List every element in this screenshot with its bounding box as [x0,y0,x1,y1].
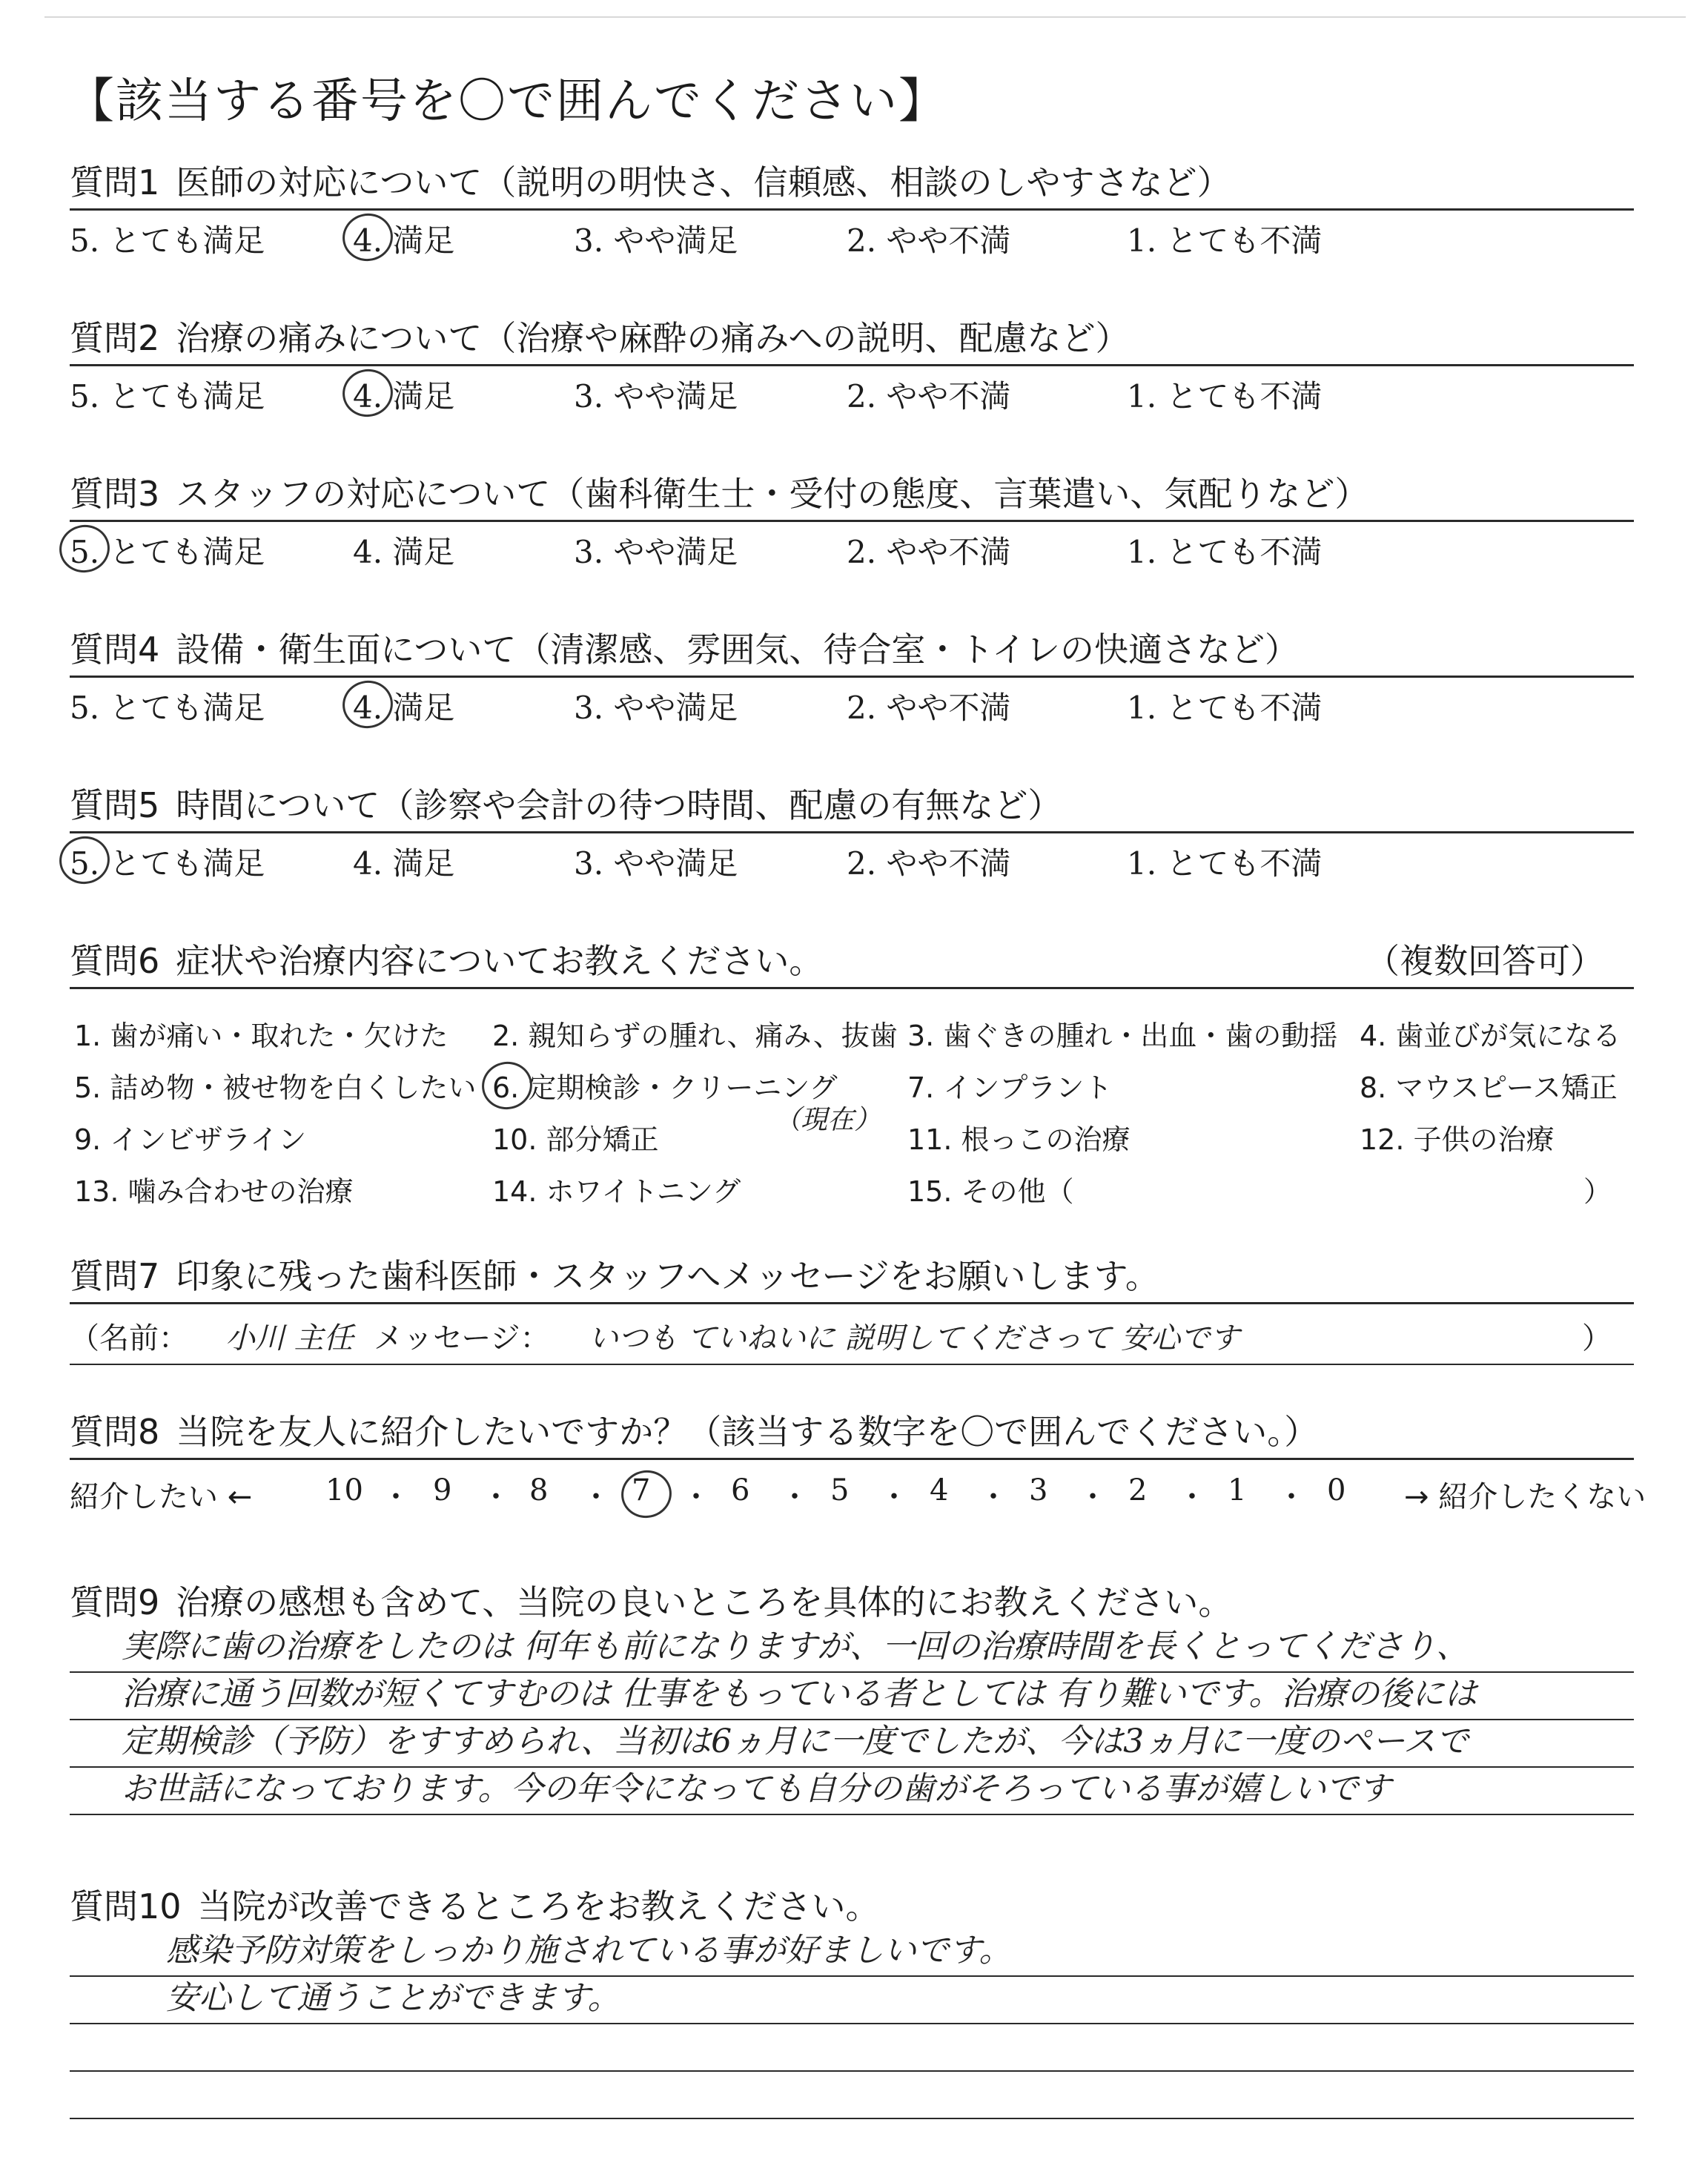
answer-options [70,522,1634,574]
option-5-selected[interactable]: 5. とても満足 [70,839,265,884]
question-4-title [70,627,1634,673]
scale-value-5[interactable]: 5 [830,1473,850,1507]
answer-text: お世話になっております。今の年令になっても自分の歯がそろっている事が嬉しいです [122,1770,1391,1808]
option-1[interactable]: 1. とても不満 [1127,845,1323,882]
answer-text: 感染予防対策をしっかり施されている事が好ましいです。 [166,1932,1012,1969]
symptom-option-15-other[interactable]: 15. その他（ [907,1175,1074,1208]
symptom-option-5[interactable]: 5. 詰め物・被せ物を白くしたい [74,1071,477,1104]
answer-options [70,366,1634,418]
option-5[interactable]: 5. とても満足 [70,690,265,726]
question-text: 症状や治療内容についてお教えください。 [176,941,824,981]
option-3[interactable]: 3. やや満足 [574,378,738,415]
option-3[interactable]: 3. やや満足 [574,222,738,259]
question-text: 印象に残った歯科医師・スタッフへメッセージをお願いします。 [176,1256,1159,1296]
question-3 [70,471,1634,574]
symptom-options-grid [70,997,1634,1212]
question-text: スタッフの対応について（歯科衛生士・受付の態度、言葉遣い、気配りなど） [176,474,1369,514]
answer-options [70,211,1634,262]
question-7-title [70,1253,1634,1299]
question-6 [70,938,1634,1212]
question-6-title [70,938,1634,984]
divider [70,987,1634,989]
answer-lines [70,1929,1634,2119]
message-close-paren: ） [1582,1321,1612,1355]
answer-line[interactable] [70,1673,1634,1720]
answer-options [70,678,1634,730]
question-2-title [70,315,1634,361]
symptom-option-11[interactable]: 11. 根っこの治療 [907,1123,1131,1156]
option-1[interactable]: 1. とても不満 [1127,534,1323,570]
option-3[interactable]: 3. やや満足 [574,690,738,726]
scale-value-7-selected[interactable]: 7 [632,1473,651,1507]
option-2[interactable]: 2. やや不満 [847,222,1011,259]
question-number: 質問10 [70,1886,182,1926]
scale-value-3[interactable]: 3 [1029,1473,1048,1507]
question-number: 質問2 [70,318,160,358]
option-1[interactable]: 1. とても不満 [1127,222,1323,259]
answer-line[interactable] [70,1625,1634,1673]
question-text: 医師の対応について（説明の明快さ、信頼感、相談のしやすさなど） [176,162,1231,202]
question-10 [70,1883,1634,2119]
name-label: （名前： [70,1321,188,1355]
multiple-answers-note: （複数回答可） [1366,941,1604,981]
question-number: 質問7 [70,1256,160,1296]
other-close-paren: ） [1583,1175,1612,1208]
message-value[interactable]: いつも ていねいに 説明してくださって 安心です [589,1321,1240,1355]
question-number: 質問4 [70,630,160,670]
question-1-title [70,159,1634,205]
instruction-header: 【該当する番号を〇で囲んでください】 [67,74,947,129]
top-border [44,16,1686,18]
answer-line[interactable] [70,1720,1634,1768]
option-3[interactable]: 3. やや満足 [574,534,738,570]
name-value[interactable]: 小川 主任 [225,1321,354,1355]
symptom-option-6-selected[interactable]: 6. 定期検診・クリーニング [492,1065,838,1106]
question-text: 治療の感想も含めて、当院の良いところを具体的にお教えください。 [176,1582,1233,1622]
question-4 [70,627,1634,730]
symptom-option-3[interactable]: 3. 歯ぐきの腫れ・出血・歯の動揺 [907,1020,1338,1052]
question-8 [70,1409,1646,1519]
question-number: 質問6 [70,941,160,981]
option-5[interactable]: 5. とても満足 [70,222,265,259]
option-1[interactable]: 1. とても不満 [1127,378,1323,415]
symptom-option-9[interactable]: 9. インビザライン [74,1123,307,1156]
question-7 [70,1253,1634,1365]
scale-value-1[interactable]: 1 [1228,1473,1247,1507]
option-4-selected[interactable]: 4. 満足 [353,684,454,728]
question-number: 質問3 [70,474,160,514]
answer-options [70,833,1634,885]
scale-value-9[interactable]: 9 [433,1473,452,1507]
symptom-option-14[interactable]: 14. ホワイトニング [492,1175,741,1208]
question-1 [70,159,1634,262]
option-2[interactable]: 2. やや不満 [847,378,1011,415]
question-number: 質問5 [70,785,160,825]
option-1[interactable]: 1. とても不満 [1127,690,1323,726]
answer-line[interactable] [70,1929,1634,1977]
scale-value-0[interactable]: 0 [1327,1473,1346,1507]
option-2[interactable]: 2. やや不満 [847,845,1011,882]
message-label: メッセージ： [374,1321,550,1355]
question-number: 質問9 [70,1582,160,1622]
handwritten-note-current: （現在） [774,1105,881,1135]
symptom-option-1[interactable]: 1. 歯が痛い・取れた・欠けた [74,1020,448,1052]
question-9 [70,1579,1634,1815]
symptom-option-12[interactable]: 12. 子供の治療 [1360,1123,1555,1156]
answer-line[interactable] [70,1977,1634,2024]
message-line [70,1304,1634,1361]
question-3-title [70,471,1634,517]
question-9-title [70,1579,1634,1625]
scale-right-label: → 紹介したくない [1404,1480,1646,1514]
answer-text: 定期検診（予防）をすすめられ、当初は6ヵ月に一度でしたが、今は3ヵ月に一度のペースで [122,1723,1469,1760]
recommend-scale: 紹介したい ← 10 ・ 9 ・ 8 ・ 7 ・ 6 ・ 5 ・ 4 ・ 3 ・ 2 ・ 1 ・ 0 → 紹介したくない [70,1473,1646,1514]
option-4-selected[interactable]: 4. 満足 [353,217,454,261]
option-4-selected[interactable]: 4. 満足 [353,372,454,417]
answer-line[interactable] [70,1768,1634,1815]
scale-value-6[interactable]: 6 [731,1473,750,1507]
answer-lines [70,1625,1634,1815]
question-8-title [70,1409,1634,1455]
option-5-selected[interactable]: 5. とても満足 [70,528,265,572]
question-text: 治療の痛みについて（治療や麻酔の痛みへの説明、配慮など） [176,318,1130,358]
symptom-option-10[interactable]: 10. 部分矯正 [492,1123,659,1156]
scale-value-4[interactable]: 4 [930,1473,949,1507]
answer-line[interactable] [70,2072,1634,2119]
question-text: 当院が改善できるところをお教えください。 [197,1886,880,1926]
option-2[interactable]: 2. やや不満 [847,690,1011,726]
symptom-option-8[interactable]: 8. マウスピース矯正 [1360,1071,1618,1104]
question-5 [70,782,1634,885]
option-4[interactable]: 4. 満足 [353,534,455,570]
question-10-title [70,1883,1634,1929]
scale-left-label: 紹介したい ← [70,1480,253,1514]
option-4[interactable]: 4. 満足 [353,845,455,882]
question-text: 設備・衛生面について（清潔感、雰囲気、待合室・トイレの快適さなど） [176,630,1300,670]
answer-text: 実際に歯の治療をしたのは 何年も前になりますが、一回の治療時間を長くとってくださり、 [122,1628,1469,1665]
symptom-option-13[interactable]: 13. 噛み合わせの治療 [74,1175,354,1208]
question-text: 時間について（診察や会計の待つ時間、配慮の有無など） [176,785,1062,825]
symptom-option-7[interactable]: 7. インプラント [907,1071,1113,1104]
divider [70,1364,1634,1365]
question-number: 質問8 [70,1412,160,1452]
symptom-option-4[interactable]: 4. 歯並びが気になる [1360,1020,1621,1052]
question-2 [70,315,1634,418]
option-2[interactable]: 2. やや不満 [847,534,1011,570]
symptom-option-2[interactable]: 2. 親知らずの腫れ、痛み、抜歯 [492,1020,898,1052]
question-text: 当院を友人に紹介したいですか？（該当する数字を〇で囲んでください。） [176,1412,1319,1452]
scale-value-10[interactable]: 10 [325,1473,363,1507]
question-5-title [70,782,1634,828]
answer-line[interactable] [70,2024,1634,2072]
option-3[interactable]: 3. やや満足 [574,845,738,882]
answer-text: 安心して通うことができます。 [166,1979,620,2017]
scale-value-2[interactable]: 2 [1128,1473,1148,1507]
answer-text: 治療に通う回数が短くてすむのは 仕事をもっている者としては 有り難いです。治療の後には [122,1675,1477,1713]
question-number: 質問1 [70,162,160,202]
scale-value-8[interactable]: 8 [529,1473,549,1507]
option-5[interactable]: 5. とても満足 [70,378,265,415]
